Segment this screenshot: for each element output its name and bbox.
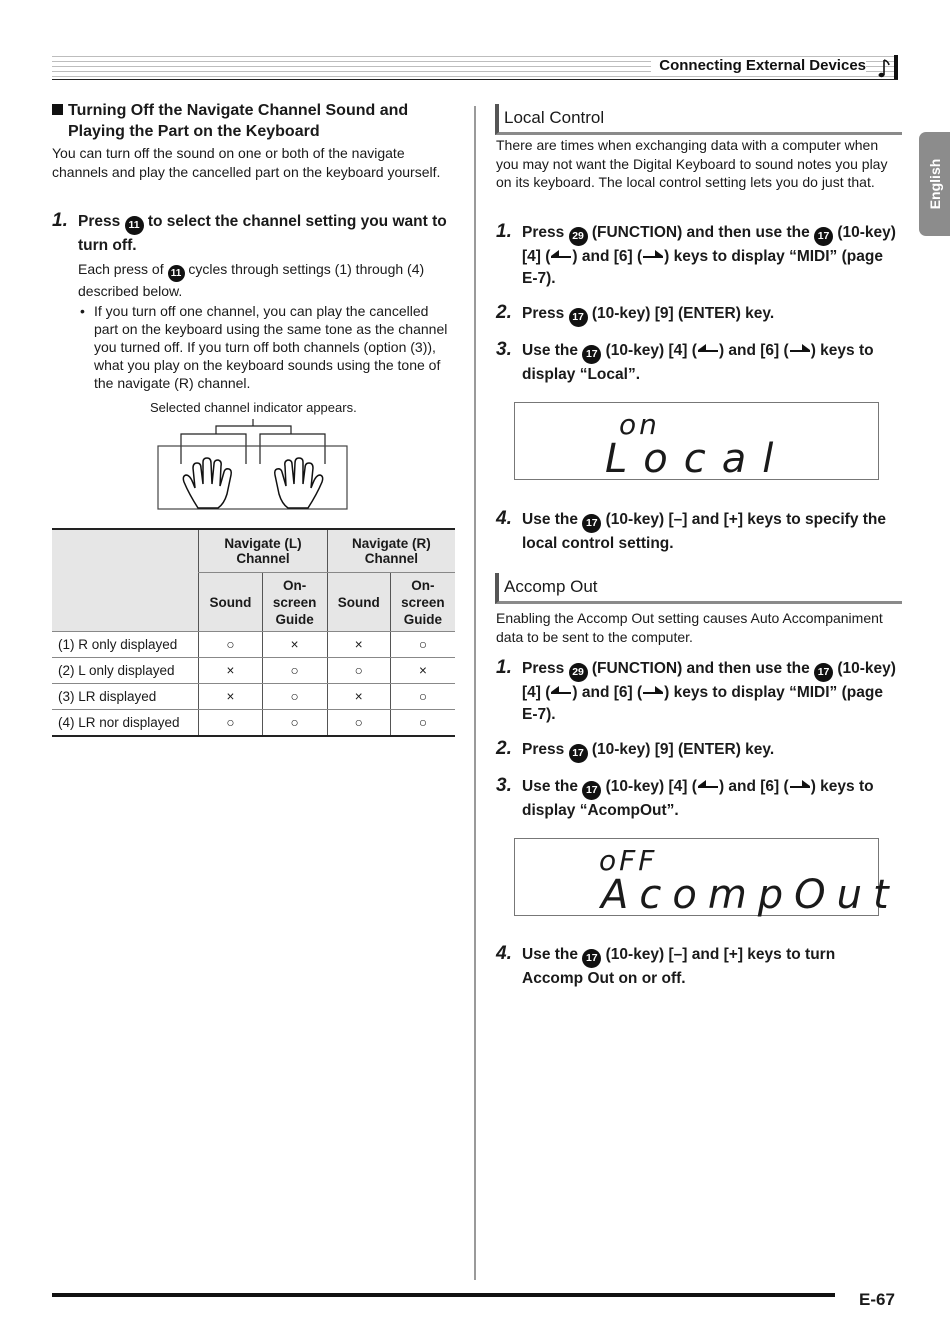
ten-key-button-icon: 17 [582,949,601,968]
table-sub-sound: Sound [327,573,390,632]
table-row: (2) L only displayed × ○ ○ × [52,658,455,684]
accomp-step-2: 2. Press 17 (10-key) [9] (ENTER) key. [496,739,896,763]
column-divider [474,106,476,1280]
header-title: Connecting External Devices [651,57,866,74]
ten-key-button-icon: 17 [569,744,588,763]
left-arrow-icon [550,248,572,260]
section-heading: Turning Off the Navigate Channel Sound and Playing the Part on the Keyboard [52,100,452,142]
table-sub-guide: On-screen Guide [390,573,455,632]
ten-key-button-icon: 17 [814,663,833,682]
left-arrow-icon [697,342,719,354]
accomp-out-heading: Accomp Out [495,573,902,604]
table-sub-sound: Sound [199,573,262,632]
table-group-right: Navigate (R) Channel [327,529,455,573]
accomp-step-1: 1. Press 29 (FUNCTION) and then use the 17 (10-key) [4] ( ) and [6] ( ) keys to display “MIDI” (page E-7). [496,657,896,723]
music-note-icon [874,55,898,79]
table-row: (3) LR displayed × ○ × ○ [52,684,455,710]
ten-key-button-icon: 17 [582,345,601,364]
local-control-heading: Local Control [495,104,902,135]
language-tab [919,132,950,236]
function-button-icon: 29 [569,663,588,682]
local-step-2: 2. Press 17 (10-key) [9] (ENTER) key. [496,303,896,327]
function-button-icon: 29 [569,227,588,246]
ten-key-button-icon: 17 [814,227,833,246]
figure-caption: Selected channel indicator appears. [150,400,357,415]
local-step-4: 4. Use the 17 (10-key) [–] and [+] keys to specify the local control setting. [496,508,887,552]
square-bullet-icon [52,104,63,115]
right-arrow-icon [642,248,664,260]
local-control-intro: There are times when exchanging data with a computer when you may not want the Digital Keyboard to sound notes you play on its keyboard. The local control setting lets you do just that. [496,137,888,190]
right-arrow-icon [642,684,664,696]
table-corner-cell [52,529,199,632]
language-tab-label: English [926,158,943,210]
right-arrow-icon [789,342,811,354]
bullet-dot-icon: • [80,303,85,319]
table-sub-guide: On-screen Guide [262,573,327,632]
table-group-left: Navigate (L) Channel [199,529,327,573]
hands-indicator-figure [156,416,350,514]
note-text: If you turn off one channel, you can play the cancelled part on the keyboard using the same tone as the channel you turned off. If you turn off both channels (option (3)), what you play on the keyboard sounds using the tone of the navigate (R) channel. [94,303,448,391]
footer-rule [52,1293,835,1297]
local-step-3: 3. Use the 17 (10-key) [4] ( ) and [6] ( ) keys to display “Local”. [496,339,874,383]
ten-key-button-icon: 17 [582,781,601,800]
table-row: (1) R only displayed ○ × × ○ [52,632,455,658]
right-arrow-icon [789,778,811,790]
ten-key-button-icon: 17 [582,514,601,533]
left-arrow-icon [550,684,572,696]
left-arrow-icon [697,778,719,790]
accomp-step-3: 3. Use the 17 (10-key) [4] ( ) and [6] ( ) keys to display “AcompOut”. [496,775,874,819]
local-step-1: 1. Press 29 (FUNCTION) and then use the 17 (10-key) [4] ( ) and [6] ( ) keys to display “MIDI” (page E-7). [496,221,896,287]
lcd-display-accomp [514,838,900,918]
accomp-step-4: 4. Use the 17 (10-key) [–] and [+] keys to turn Accomp Out on or off. [496,943,836,987]
page-number: E-67 [859,1290,895,1309]
channel-settings-table [52,528,455,737]
lcd-upper-text: oFF [599,844,658,877]
section-intro: You can turn off the sound on one or both of the navigate channels and play the cancelled part on the keyboard yourself. [52,145,441,180]
step-1: 1. Press 11 to select the channel setting you want to turn off. Each press of 11 cycles through settings (1) through (4) described below. • If you turn off one channel, you can play the cancelled part on the keyboard using the same tone as the channel you turned off. If you turn off both channels (option (3)), what you play on the keyboard sounds using the tone of the navigate (R) channel. [52,210,448,391]
lcd-upper-text: on [619,408,660,441]
ten-key-button-icon: 17 [569,308,588,327]
lcd-display-local [514,402,879,480]
lcd-lower-text: AcompOut [601,872,900,918]
lcd-lower-text: Local [605,436,790,482]
table-row: (4) LR nor displayed ○ ○ ○ ○ [52,710,455,737]
button-11-icon: 11 [125,216,144,235]
accomp-out-intro: Enabling the Accomp Out setting causes Auto Accompaniment data to be sent to the computer. [496,610,883,645]
button-11-icon: 11 [168,265,185,282]
